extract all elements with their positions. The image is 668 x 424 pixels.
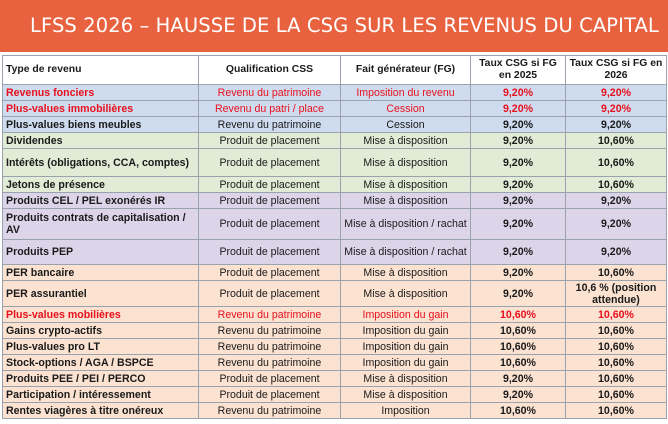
- cell-taux-2026: 10,60%: [566, 387, 667, 403]
- table-row: [3, 371, 667, 387]
- header-taux-2026: Taux CSG si FG en 2026: [566, 56, 667, 85]
- cell-taux-2026: 10,60%: [566, 133, 667, 149]
- cell-fait: Mise à disposition: [341, 387, 471, 403]
- cell-taux-2026: 9,20%: [566, 240, 667, 265]
- table-row: [3, 403, 667, 419]
- cell-taux-2026: 10,6 % (position attendue): [566, 281, 667, 307]
- cell-taux-2025: 9,20%: [471, 133, 566, 149]
- cell-type: Participation / intéressement: [3, 387, 199, 403]
- cell-taux-2026: 9,20%: [566, 117, 667, 133]
- cell-taux-2026: 9,20%: [566, 101, 667, 117]
- cell-qualification: Revenu du patrimoine: [199, 307, 341, 323]
- cell-taux-2026: 10,60%: [566, 307, 667, 323]
- page-title: LFSS 2026 – HAUSSE DE LA CSG SUR LES REVENUS DU CAPITAL: [30, 14, 659, 37]
- header-type: Type de revenu: [3, 56, 199, 85]
- cell-type: Produits contrats de capitalisation / AV: [3, 209, 199, 240]
- cell-qualification: Produit de placement: [199, 149, 341, 177]
- cell-taux-2026: 10,60%: [566, 339, 667, 355]
- table-row: [3, 149, 667, 177]
- cell-type: PER assurantiel: [3, 281, 199, 307]
- cell-qualification: Produit de placement: [199, 193, 341, 209]
- table-container: [0, 55, 668, 424]
- cell-taux-2025: 10,60%: [471, 323, 566, 339]
- cell-taux-2025: 9,20%: [471, 149, 566, 177]
- cell-qualification: Produit de placement: [199, 265, 341, 281]
- cell-qualification: Revenu du patri / place: [199, 101, 341, 117]
- cell-fait: Imposition du gain: [341, 339, 471, 355]
- cell-taux-2025: 9,20%: [471, 387, 566, 403]
- table-row: [3, 307, 667, 323]
- cell-fait: Mise à disposition: [341, 193, 471, 209]
- cell-fait: Imposition du gain: [341, 323, 471, 339]
- cell-taux-2026: 10,60%: [566, 355, 667, 371]
- cell-taux-2025: 10,60%: [471, 403, 566, 419]
- cell-qualification: Produit de placement: [199, 240, 341, 265]
- cell-fait: Imposition: [341, 403, 471, 419]
- cell-fait: Mise à disposition: [341, 371, 471, 387]
- cell-taux-2025: 10,60%: [471, 355, 566, 371]
- cell-qualification: Revenu du patrimoine: [199, 117, 341, 133]
- cell-fait: Mise à disposition: [341, 149, 471, 177]
- cell-type: Stock-options / AGA / BSPCE: [3, 355, 199, 371]
- table-row: [3, 209, 667, 240]
- cell-taux-2026: 10,60%: [566, 177, 667, 193]
- cell-qualification: Produit de placement: [199, 281, 341, 307]
- cell-type: Produits PEE / PEI / PERCO: [3, 371, 199, 387]
- table-row: [3, 281, 667, 307]
- cell-type: Jetons de présence: [3, 177, 199, 193]
- header-row: [3, 56, 667, 85]
- cell-type: Plus-values pro LT: [3, 339, 199, 355]
- cell-qualification: Revenu du patrimoine: [199, 403, 341, 419]
- cell-fait: Mise à disposition / rachat: [341, 209, 471, 240]
- table-row: [3, 265, 667, 281]
- table-row: [3, 339, 667, 355]
- cell-taux-2025: 9,20%: [471, 101, 566, 117]
- cell-qualification: Produit de placement: [199, 387, 341, 403]
- cell-taux-2025: 9,20%: [471, 85, 566, 101]
- cell-taux-2026: 10,60%: [566, 323, 667, 339]
- cell-taux-2025: 9,20%: [471, 177, 566, 193]
- cell-type: Intérêts (obligations, CCA, comptes): [3, 149, 199, 177]
- cell-fait: Mise à disposition: [341, 133, 471, 149]
- cell-fait: Mise à disposition: [341, 177, 471, 193]
- cell-taux-2025: 9,20%: [471, 193, 566, 209]
- cell-type: Revenus fonciers: [3, 85, 199, 101]
- cell-type: Produits PEP: [3, 240, 199, 265]
- cell-fait: Cession: [341, 117, 471, 133]
- table-row: [3, 177, 667, 193]
- cell-taux-2026: 10,60%: [566, 149, 667, 177]
- cell-type: Dividendes: [3, 133, 199, 149]
- cell-qualification: Revenu du patrimoine: [199, 323, 341, 339]
- cell-taux-2026: 10,60%: [566, 265, 667, 281]
- cell-fait: Imposition du gain: [341, 355, 471, 371]
- table-row: [3, 133, 667, 149]
- cell-taux-2026: 9,20%: [566, 85, 667, 101]
- cell-taux-2026: 10,60%: [566, 371, 667, 387]
- cell-taux-2025: 10,60%: [471, 339, 566, 355]
- cell-taux-2025: 10,60%: [471, 307, 566, 323]
- cell-taux-2026: 9,20%: [566, 209, 667, 240]
- cell-type: PER bancaire: [3, 265, 199, 281]
- cell-fait: Mise à disposition / rachat: [341, 240, 471, 265]
- table-row: [3, 85, 667, 101]
- cell-qualification: Revenu du patrimoine: [199, 85, 341, 101]
- cell-qualification: Produit de placement: [199, 209, 341, 240]
- cell-taux-2025: 9,20%: [471, 209, 566, 240]
- cell-taux-2025: 9,20%: [471, 117, 566, 133]
- cell-type: Produits CEL / PEL exonérés IR: [3, 193, 199, 209]
- cell-type: Plus-values immobilières: [3, 101, 199, 117]
- cell-taux-2025: 9,20%: [471, 265, 566, 281]
- cell-fait: Mise à disposition: [341, 281, 471, 307]
- cell-type: Plus-values biens meubles: [3, 117, 199, 133]
- header-taux-2025: Taux CSG si FG en 2025: [471, 56, 566, 85]
- table-row: [3, 117, 667, 133]
- table-row: [3, 101, 667, 117]
- cell-taux-2025: 9,20%: [471, 240, 566, 265]
- cell-type: Plus-values mobilières: [3, 307, 199, 323]
- cell-taux-2026: 9,20%: [566, 193, 667, 209]
- cell-qualification: Produit de placement: [199, 371, 341, 387]
- header-qualification: Qualification CSS: [199, 56, 341, 85]
- cell-taux-2025: 9,20%: [471, 371, 566, 387]
- cell-taux-2026: 10,60%: [566, 403, 667, 419]
- table-row: [3, 355, 667, 371]
- title-banner: [0, 0, 668, 52]
- table-row: [3, 387, 667, 403]
- cell-qualification: Revenu du patrimoine: [199, 339, 341, 355]
- cell-fait: Mise à disposition: [341, 265, 471, 281]
- cell-taux-2025: 9,20%: [471, 281, 566, 307]
- table-row: [3, 323, 667, 339]
- table-row: [3, 240, 667, 265]
- csg-rates-table: [2, 55, 667, 419]
- cell-qualification: Produit de placement: [199, 177, 341, 193]
- cell-fait: Cession: [341, 101, 471, 117]
- cell-qualification: Revenu du patrimoine: [199, 355, 341, 371]
- cell-qualification: Produit de placement: [199, 133, 341, 149]
- cell-fait: Imposition du revenu: [341, 85, 471, 101]
- table-row: [3, 193, 667, 209]
- cell-type: Gains crypto-actifs: [3, 323, 199, 339]
- cell-type: Rentes viagères à titre onéreux: [3, 403, 199, 419]
- header-fait-generateur: Fait générateur (FG): [341, 56, 471, 85]
- cell-fait: Imposition du gain: [341, 307, 471, 323]
